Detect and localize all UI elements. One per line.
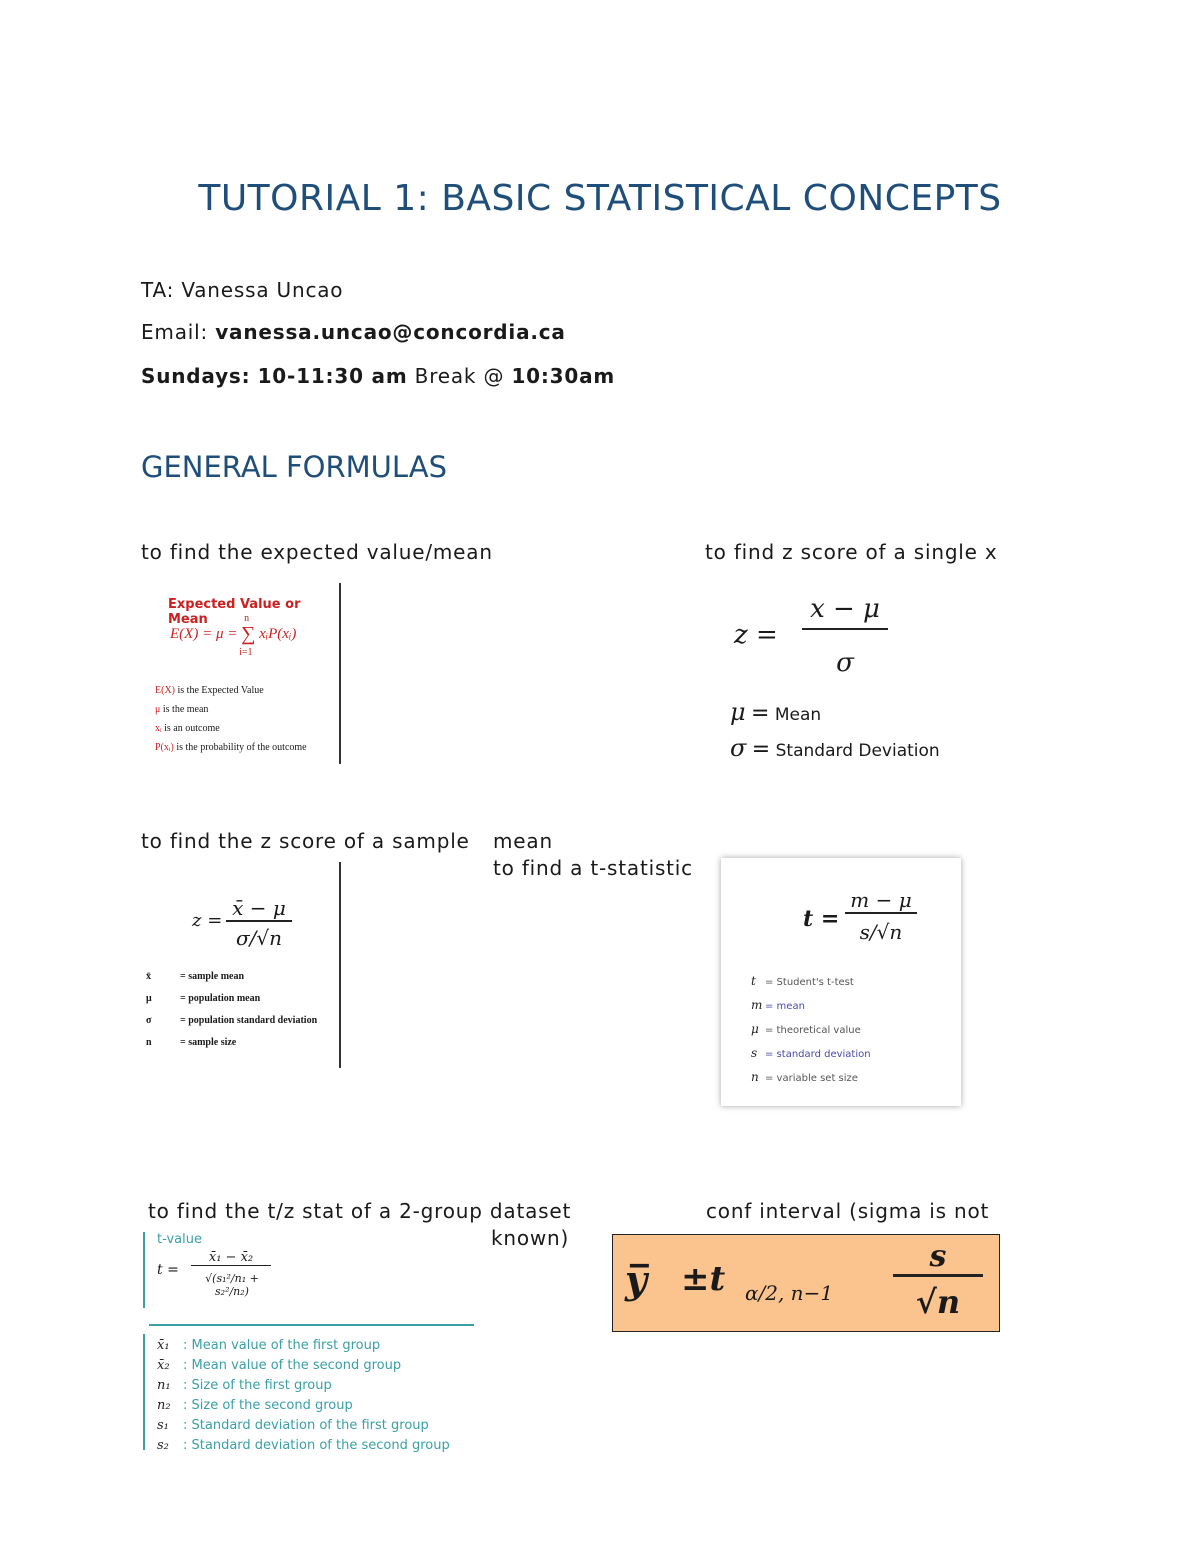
two-group-denominator: √(s₁²/n₁ + s₂²/n₂) xyxy=(205,1272,259,1298)
z-single-denominator: σ xyxy=(836,648,854,678)
legend-item: x̄₁ : Mean value of the first group xyxy=(157,1338,381,1353)
conf-interval-caption: conf interval (sigma is not xyxy=(706,1199,990,1223)
schedule-line xyxy=(141,364,615,388)
legend-item: s₁ : Standard deviation of the first group xyxy=(157,1418,429,1433)
two-group-caption: to find the t/z stat of a 2-group dataset xyxy=(148,1199,572,1223)
break-time: 10:30am xyxy=(511,364,616,388)
divider-line xyxy=(339,583,341,764)
conf-numerator: s xyxy=(893,1239,983,1277)
t-stat-card xyxy=(721,858,961,1106)
sum-upper: n xyxy=(244,613,250,624)
legend-item: P(xᵢ) is the probability of the outcome xyxy=(155,742,307,753)
legend-item: μ = theoretical value xyxy=(751,1022,861,1036)
legend-item: n = variable set size xyxy=(751,1070,858,1084)
legend-item: m = mean xyxy=(751,998,805,1012)
conf-interval-caption-cont: known) xyxy=(491,1226,570,1250)
legend-item: n₁ : Size of the first group xyxy=(157,1378,332,1393)
z-sample-numerator: x̄ − μ xyxy=(226,896,292,922)
legend-item: μ is the mean xyxy=(155,704,209,715)
session-time: 10-11:30 am xyxy=(257,364,408,388)
sum-symbol: ∑ n i=1 xyxy=(239,613,256,658)
z-sample-lhs: z = xyxy=(192,910,223,931)
teal-divider xyxy=(149,1324,474,1326)
legend-item: x̄₂ : Mean value of the second group xyxy=(157,1358,402,1373)
legend-item: n = sample size xyxy=(146,1037,237,1048)
t-stat-denominator: s/√n xyxy=(859,920,903,944)
expected-value-heading: Expected Value or Mean xyxy=(168,597,301,627)
z-single-figure xyxy=(730,592,960,762)
conf-pm-t: ±t xyxy=(681,1259,726,1299)
z-single-numerator: x − μ xyxy=(802,594,888,630)
ta-name: Vanessa Uncao xyxy=(181,278,344,302)
break-label: Break @ xyxy=(414,364,505,388)
conf-interval-box xyxy=(612,1234,1000,1332)
divider-line xyxy=(339,862,341,1068)
z-single-caption: to find z score of a single x xyxy=(705,540,998,564)
z-sample-legend xyxy=(146,966,317,1054)
legend-item: x̄ = sample mean xyxy=(146,971,245,982)
t-stat-numerator: m − μ xyxy=(845,888,917,914)
ta-line xyxy=(141,278,343,302)
z-single-legend xyxy=(730,696,940,768)
two-group-label: t-value xyxy=(157,1232,202,1247)
page-title: TUTORIAL 1: BASIC STATISTICAL CONCEPTS xyxy=(198,178,1002,219)
teal-bar xyxy=(143,1232,145,1308)
expected-value-legend xyxy=(155,681,307,757)
z-sample-caption: to find the z score of a sample xyxy=(141,829,470,853)
conf-subscript: α/2, n−1 xyxy=(745,1281,834,1305)
legend-item: n₂ : Size of the second group xyxy=(157,1398,353,1413)
t-stat-legend xyxy=(751,970,871,1090)
email-label: Email: xyxy=(141,320,209,344)
legend-item: t = Student's t-test xyxy=(751,974,854,988)
two-group-lhs: t = xyxy=(157,1262,179,1278)
legend-item: s = standard deviation xyxy=(751,1046,871,1060)
z-sample-figure xyxy=(140,890,340,1060)
legend-item: σ = Standard Deviation xyxy=(730,734,940,762)
sum-lower: i=1 xyxy=(239,647,253,658)
section-heading: GENERAL FORMULAS xyxy=(141,450,447,484)
legend-item: μ = population mean xyxy=(146,993,261,1004)
expected-value-figure xyxy=(150,585,335,765)
days-label: Sundays: xyxy=(141,364,251,388)
t-stat-lhs: t = xyxy=(803,906,840,932)
expected-value-rhs: xᵢP(xᵢ) xyxy=(259,625,297,642)
t-stat-caption: to find a t-statistic xyxy=(493,856,693,880)
conf-ybar: y̅ xyxy=(625,1257,648,1302)
conf-denominator: √n xyxy=(915,1283,961,1321)
expected-value-caption: to find the expected value/mean xyxy=(141,540,493,564)
two-group-figure xyxy=(143,1232,483,1452)
two-group-numerator: x̄₁ − x̄₂ xyxy=(191,1250,271,1266)
two-group-legend xyxy=(157,1336,450,1456)
legend-item: s₂ : Standard deviation of the second group xyxy=(157,1438,450,1453)
email-line xyxy=(141,320,566,344)
legend-item: E(X) is the Expected Value xyxy=(155,685,264,696)
email-address[interactable]: vanessa.uncao@concordia.ca xyxy=(215,320,566,344)
legend-item: xᵢ is an outcome xyxy=(155,723,220,734)
legend-item: σ = population standard deviation xyxy=(146,1015,318,1026)
expected-value-equation xyxy=(170,613,297,658)
z-single-lhs: z = xyxy=(734,620,778,650)
teal-bar xyxy=(143,1334,145,1450)
legend-item: μ = Mean xyxy=(730,698,822,726)
z-sample-caption-cont: mean xyxy=(493,829,553,853)
expected-value-lhs: E(X) = μ = xyxy=(170,625,238,642)
z-sample-denominator: σ/√n xyxy=(235,926,282,950)
ta-label: TA: xyxy=(141,278,175,302)
